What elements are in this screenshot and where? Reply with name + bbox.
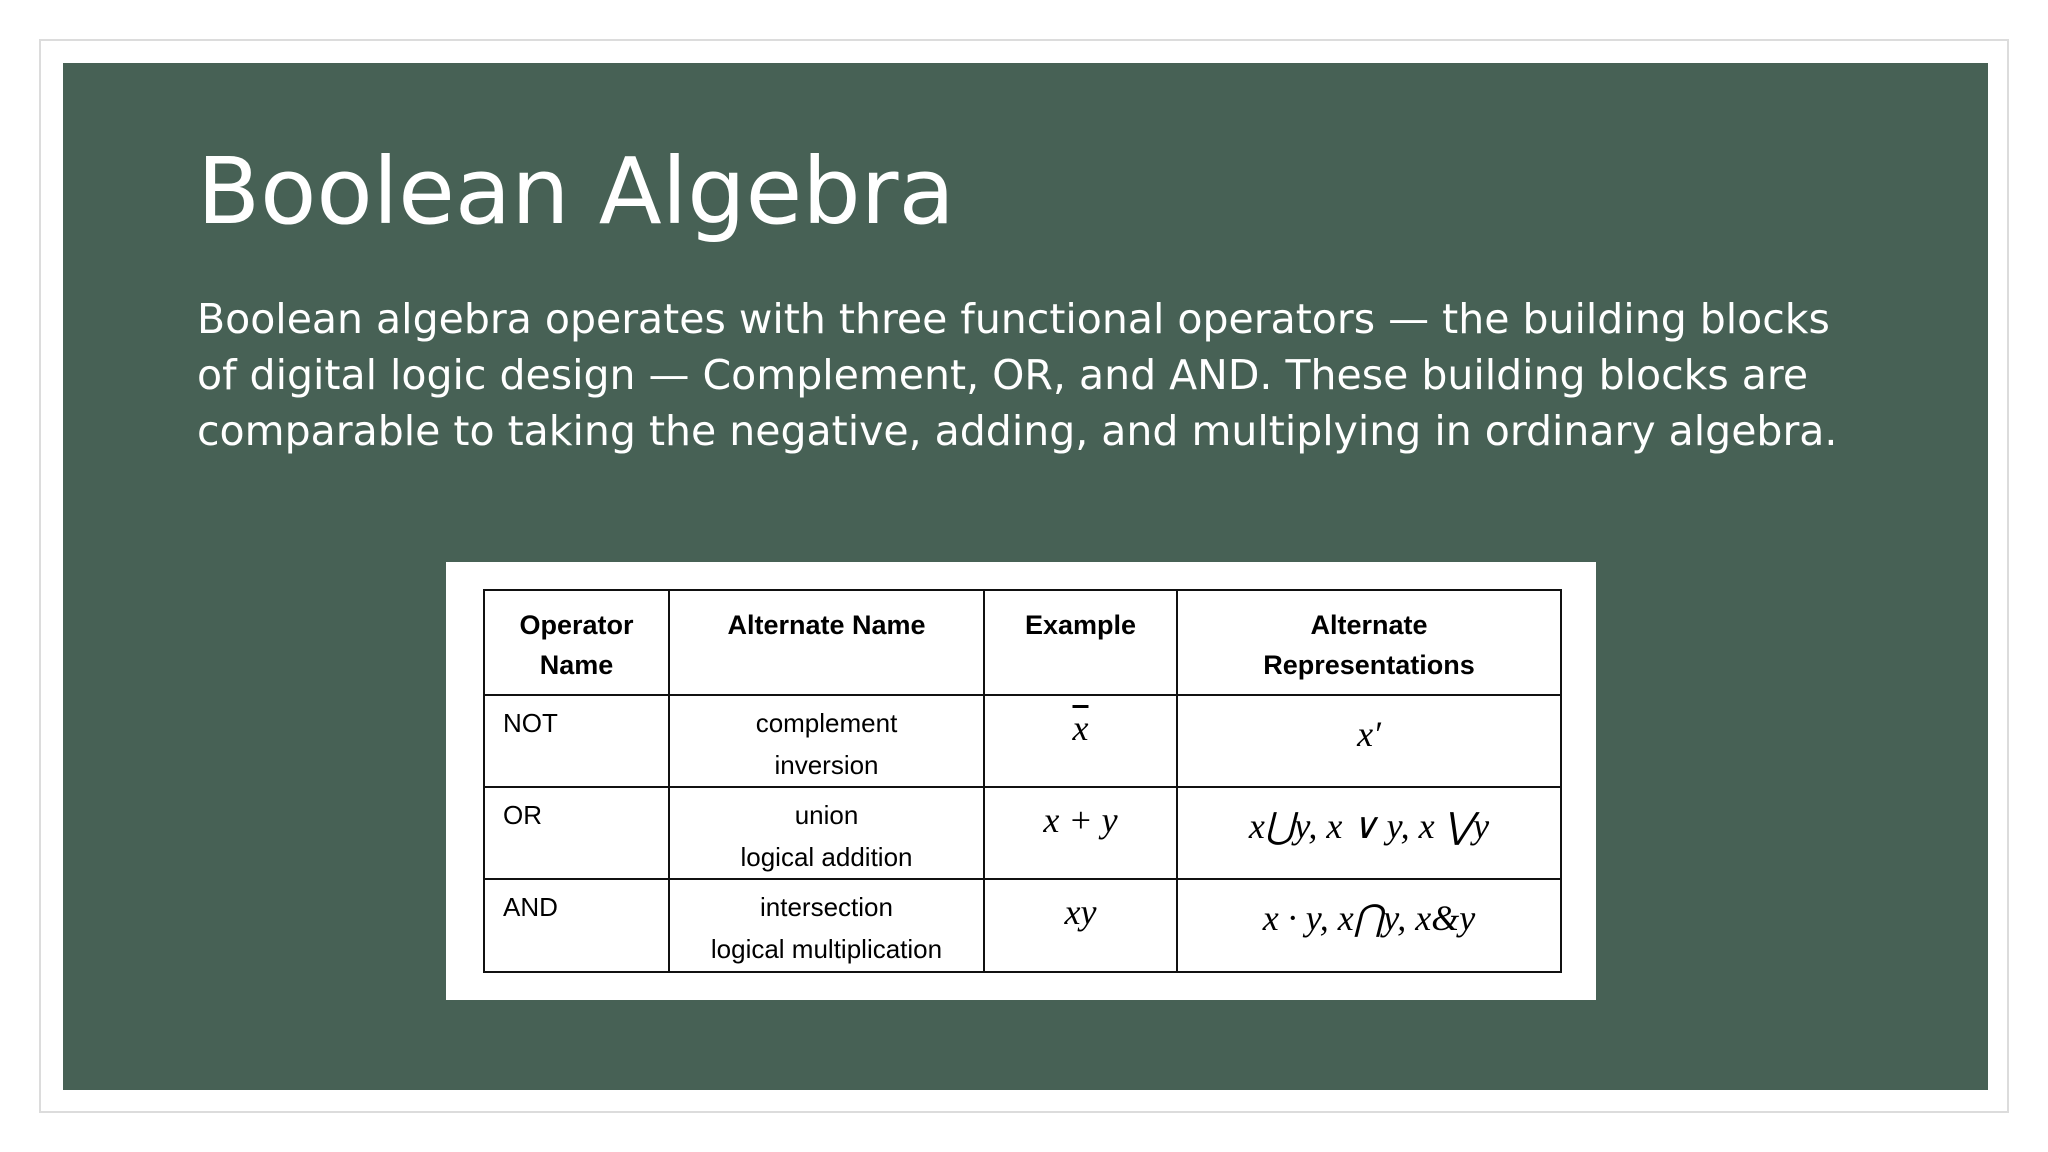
header-alternate-name: Alternate Name xyxy=(669,590,984,695)
header-operator-name-line2: Name xyxy=(539,650,614,680)
slide xyxy=(63,63,1988,1090)
slide-title: Boolean Algebra xyxy=(197,138,955,245)
alternate-name-cell xyxy=(669,787,984,879)
alternate-name-cell xyxy=(669,695,984,787)
example-cell xyxy=(984,695,1177,787)
operator-cell: NOT xyxy=(484,695,669,787)
representations-cell: x′ xyxy=(1177,695,1561,787)
alternate-name-line1: intersection xyxy=(760,892,893,923)
operator-cell: AND xyxy=(484,879,669,972)
header-example: Example xyxy=(984,590,1177,695)
table-row xyxy=(484,695,1561,787)
header-alternate-representations xyxy=(1177,590,1561,695)
header-alt-rep-line2: Representations xyxy=(1263,650,1475,680)
table-row xyxy=(484,879,1561,972)
representations-cell: x · y, x⋂y, x&y xyxy=(1177,879,1561,972)
alternate-name-line2: inversion xyxy=(774,749,879,780)
alternate-name-cell xyxy=(669,879,984,972)
header-operator-name-line1: Operator xyxy=(519,610,634,640)
representations-cell: x⋃y, x ∨ y, x ⋁y xyxy=(1177,787,1561,879)
table-header-row xyxy=(484,590,1561,695)
alternate-name-line2: logical multiplication xyxy=(710,934,943,965)
alternate-name-line1: complement xyxy=(755,707,898,738)
table-row xyxy=(484,787,1561,879)
operator-table-image xyxy=(446,562,1596,1000)
example-cell: xy xyxy=(984,879,1177,972)
alternate-name-line1: union xyxy=(794,800,859,831)
header-alt-rep-line1: Alternate xyxy=(1310,610,1428,640)
operator-cell: OR xyxy=(484,787,669,879)
example-cell: x + y xyxy=(984,787,1177,879)
operator-table xyxy=(483,589,1562,973)
alternate-name-line2: logical addition xyxy=(740,842,913,873)
header-operator-name xyxy=(484,590,669,695)
slide-body-text: Boolean algebra operates with three functional operators — the building blocks of digital logic design — Complement, OR, and AND. These building blocks are comparable to taking the negative, adding, and multiplying in ordinary algebra. xyxy=(197,295,1838,455)
example-expression: $\overline{x}$ xyxy=(1072,707,1089,748)
